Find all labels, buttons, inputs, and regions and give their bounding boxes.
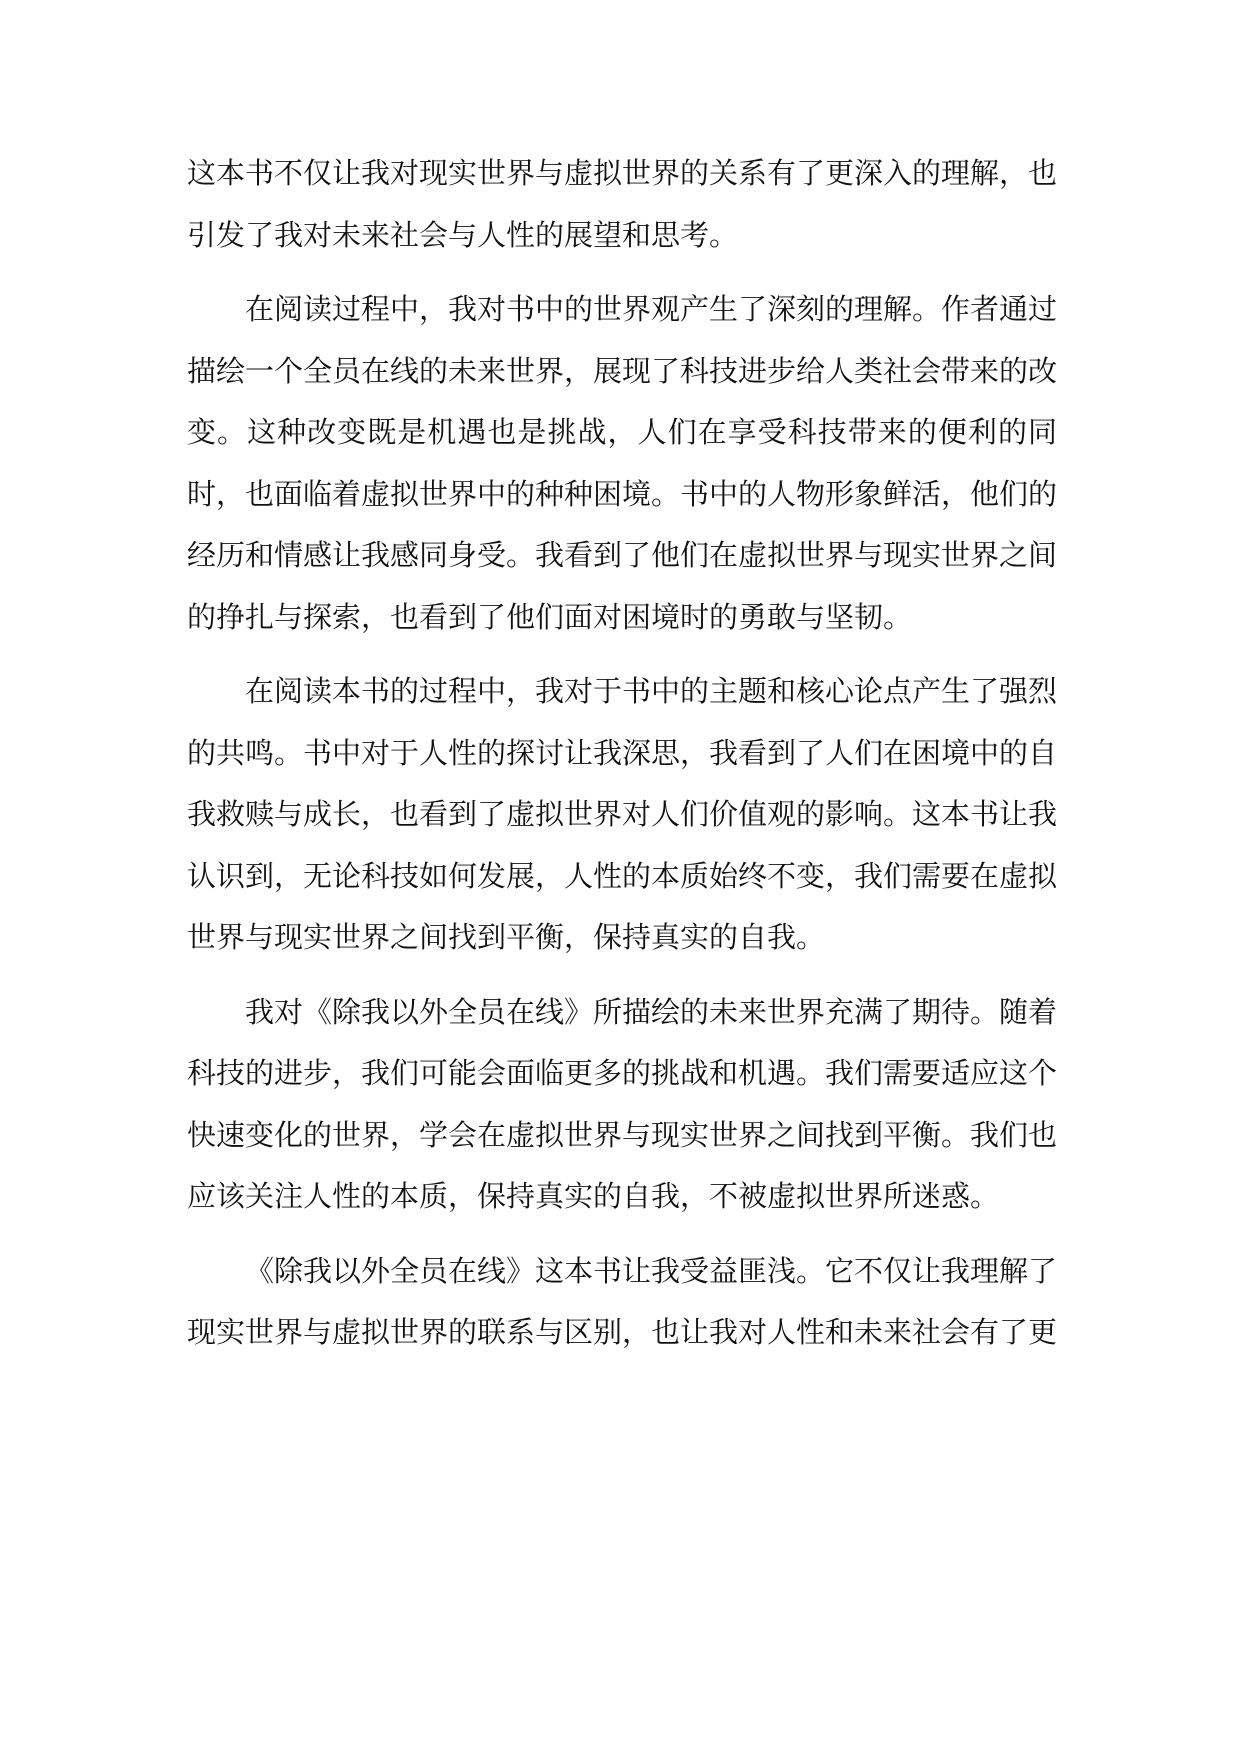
paragraph-future: 我对《除我以外全员在线》所描绘的未来世界充满了期待。随着科技的进步，我们可能会面临更多的挑战和机遇。我们需要适应这个快速变化的世界，学会在虚拟世界与现实世界之间找到平衡。我们也应该关注人性的本质，保持真实的自我，不被虚拟世界所迷惑。 <box>187 994 1058 1213</box>
paragraph-worldview: 在阅读过程中，我对书中的世界观产生了深刻的理解。作者通过描绘一个全员在线的未来世界，展现了科技进步给人类社会带来的改变。这种改变既是机遇也是挑战，人们在享受科技带来的便利的同时，也面临着虚拟世界中的种种困境。书中的人物形象鲜活，他们的经历和情感让我感同身受。我看到了他们在虚拟世界与现实世界之间的挣扎与探索，也看到了他们面对困境时的勇敢与坚韧。 <box>187 292 1058 634</box>
paragraph-theme: 在阅读本书的过程中，我对于书中的主题和核心论点产生了强烈的共鸣。书中对于人性的探讨让我深思，我看到了人们在困境中的自我救赎与成长，也看到了虚拟世界对人们价值观的影响。这本书让我认识到，无论科技如何发展，人性的本质始终不变，我们需要在虚拟世界与现实世界之间找到平衡，保持真实的自我。 <box>187 674 1058 954</box>
paragraph-conclusion: 《除我以外全员在线》这本书让我受益匪浅。它不仅让我理解了现实世界与虚拟世界的联系与区别，也让我对人性和未来社会有了更 <box>187 1253 1058 1349</box>
paragraph-continuation: 这本书不仅让我对现实世界与虚拟世界的关系有了更深入的理解，也引发了我对未来社会与人性的展望和思考。 <box>187 156 1058 252</box>
document-body <box>187 143 1057 1377</box>
